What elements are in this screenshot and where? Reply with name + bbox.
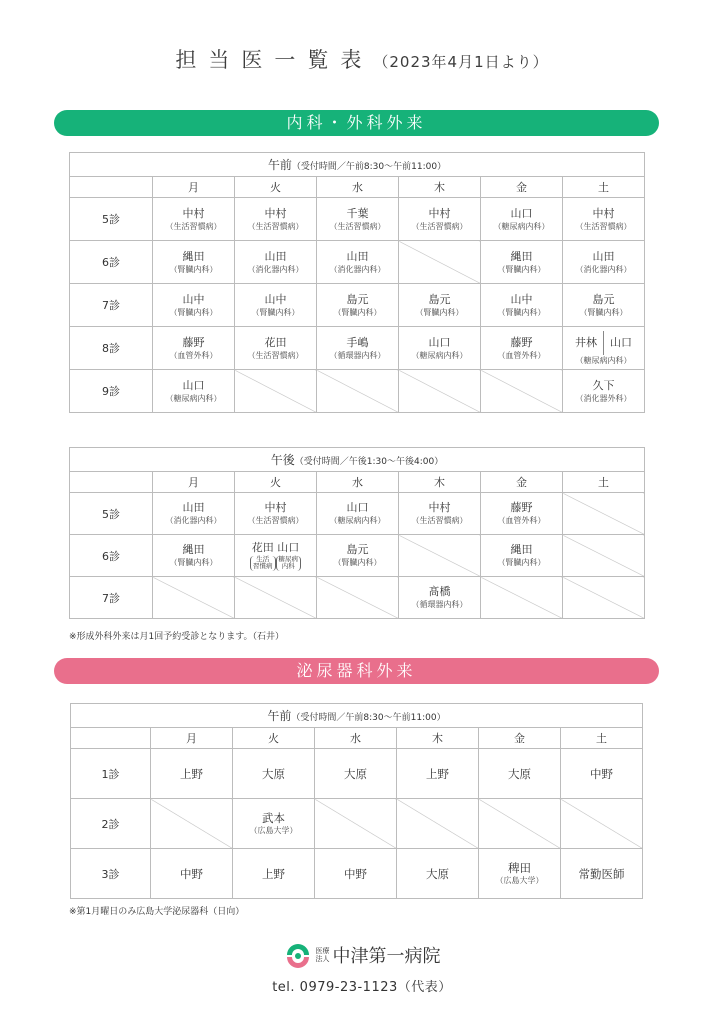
doctor-name: 山田 [592, 249, 615, 263]
doctor-cell [563, 370, 645, 413]
doctor-cell [153, 284, 235, 327]
pm-day-row [70, 472, 645, 493]
schedule-row [70, 535, 645, 577]
internal-surgery-banner: 内科・外科外来 [54, 110, 659, 136]
doctor-cell-split [563, 327, 645, 370]
hospital-logo-icon [284, 941, 312, 969]
page-title-date: （2023年4月1日より） [373, 53, 549, 71]
am-day-row [70, 177, 645, 198]
doctor-name: 中村 [428, 501, 451, 514]
doctor-name: 髙橋 [428, 585, 451, 598]
doctor-name: 千葉 [346, 206, 369, 220]
doctor-name: 山口 [182, 378, 205, 392]
department: （消化器内科） [575, 264, 632, 274]
doctor-cell [481, 493, 563, 535]
empty-cell [481, 370, 563, 413]
schedule-row [70, 370, 645, 413]
empty-cell [561, 799, 643, 849]
pm-internal-table [69, 447, 645, 619]
doctor-cell [317, 198, 399, 241]
department: （生活習慣病） [247, 221, 304, 231]
am-header [70, 153, 645, 177]
schedule-row [70, 327, 645, 370]
doctor-cell [481, 535, 563, 577]
day-thu: 木 [399, 472, 481, 493]
doctor-name: 大原 [262, 766, 285, 781]
department: （生活習慣病） [411, 516, 468, 525]
slot-label: 7診 [70, 284, 153, 327]
department-line: 習慣病 [253, 562, 273, 570]
doctor-name: 上野 [180, 766, 203, 781]
doctor-cell [481, 198, 563, 241]
slot-label: 7診 [70, 577, 153, 619]
corner-cell [71, 728, 151, 749]
uro-note: ※第1月曜日のみ広島大学泌尿器科（日向） [69, 907, 245, 917]
hospital-name: 中津第一病院 [332, 946, 441, 967]
doctor-name: 中村 [264, 501, 287, 514]
pm-header-sub: （受付時間／午後1:30～午後4:00） [294, 457, 444, 467]
doctor-name: 大原 [344, 766, 367, 781]
doctor-cell [235, 198, 317, 241]
doctor-name: 山田 [182, 501, 205, 514]
day-wed: 水 [315, 728, 397, 749]
doctor-cell [399, 198, 481, 241]
divider [603, 331, 604, 355]
department: （循環器内科） [411, 600, 468, 609]
doctor-name: 久下 [592, 378, 615, 392]
doctor-name: 中村 [182, 206, 205, 220]
doctor-name: 山田 [264, 249, 287, 263]
department-line: 糖尿病 [278, 554, 298, 563]
department: （糖尿病内科） [329, 516, 386, 525]
doctor-cell [317, 327, 399, 370]
department-line: 生活 [256, 554, 270, 563]
corner-cell [70, 472, 153, 493]
department: （生活習慣病） [247, 350, 304, 360]
doctor-cell [233, 799, 315, 849]
department: （腎臓内科） [169, 558, 218, 567]
uro-header-sub: （受付時間／午前8:30～午前11:00） [291, 713, 446, 723]
doctor-cell [233, 749, 315, 799]
empty-cell [481, 577, 563, 619]
doctor-name: 山中 [264, 292, 287, 306]
doctor-name: 花田 [251, 540, 274, 554]
department [276, 556, 302, 571]
empty-cell [399, 370, 481, 413]
empty-cell [479, 799, 561, 849]
doctor-cell [399, 284, 481, 327]
doctor-cell [563, 284, 645, 327]
urology-table [70, 703, 643, 899]
doctor-cell [153, 198, 235, 241]
pm-header [70, 448, 645, 472]
day-thu: 木 [399, 177, 481, 198]
department: （腎臓内科） [333, 307, 382, 317]
doctor-name: 山中 [182, 292, 205, 306]
department: （糖尿病内科） [411, 350, 468, 360]
schedule-row [70, 577, 645, 619]
doctor-cell [561, 749, 643, 799]
doctor-name: 中野 [180, 866, 203, 881]
day-fri: 金 [481, 177, 563, 198]
doctor-name: 稗田 [508, 861, 531, 875]
slot-label: 1診 [71, 749, 151, 799]
doctor-name: 中村 [592, 206, 615, 220]
doctor-cell [481, 241, 563, 284]
empty-cell [563, 535, 645, 577]
doctor-cell [315, 849, 397, 899]
doctor-cell [151, 749, 233, 799]
doctor-cell [235, 493, 317, 535]
empty-cell [563, 493, 645, 535]
doctor-name: 山口 [277, 540, 300, 554]
doctor-name: 中村 [428, 206, 451, 220]
slot-label: 6診 [70, 535, 153, 577]
department: （生活習慣病） [247, 516, 304, 525]
doctor-name: 常勤医師 [578, 866, 625, 881]
day-tue: 火 [235, 177, 317, 198]
slot-label: 6診 [70, 241, 153, 284]
department [250, 556, 276, 571]
department: （広島大学） [249, 826, 298, 835]
doctor-name: 縄田 [510, 249, 533, 263]
day-mon: 月 [151, 728, 233, 749]
doctor-name: 中野 [590, 766, 613, 781]
department: （生活習慣病） [165, 221, 222, 231]
empty-cell [235, 370, 317, 413]
department: （消化器内科） [247, 264, 304, 274]
department-line: 内科 [281, 562, 295, 570]
slot-label: 5診 [70, 198, 153, 241]
doctor-name: 井林 [575, 335, 597, 349]
schedule-row [70, 198, 645, 241]
schedule-row [71, 799, 643, 849]
department: （生活習慣病） [575, 221, 632, 231]
department: （消化器内科） [329, 264, 386, 274]
department: （腎臓内科） [169, 307, 218, 317]
department: （腎臓内科） [251, 307, 300, 317]
uro-day-row [71, 728, 643, 749]
day-fri: 金 [481, 472, 563, 493]
doctor-cell [481, 284, 563, 327]
doctor-cell [561, 849, 643, 899]
department: （腎臓内科） [497, 264, 546, 274]
doctor-name: 島元 [346, 292, 369, 306]
schedule-row [70, 493, 645, 535]
empty-cell [153, 577, 235, 619]
department: （腎臓内科） [169, 264, 218, 274]
day-fri: 金 [479, 728, 561, 749]
department: （消化器内科） [165, 516, 222, 525]
department: （生活習慣病） [329, 221, 386, 231]
empty-cell [317, 370, 399, 413]
empty-cell [235, 577, 317, 619]
page-title-main: 担当医一覧表 [175, 48, 374, 72]
doctor-name: 山口 [428, 335, 451, 349]
doctor-cell [399, 493, 481, 535]
slot-label: 9診 [70, 370, 153, 413]
pm-header-main: 午後 [270, 453, 295, 467]
doctor-name: 島元 [346, 543, 369, 556]
doctor-cell [399, 327, 481, 370]
doctor-cell-split [235, 535, 317, 577]
day-tue: 火 [235, 472, 317, 493]
uro-header [71, 704, 643, 728]
doctor-name: 上野 [426, 766, 449, 781]
corp-label [316, 947, 330, 963]
department: （腎臓内科） [497, 307, 546, 317]
corp-label-line2: 法人 [315, 955, 330, 963]
department: （血管外科） [169, 350, 218, 360]
doctor-cell [317, 535, 399, 577]
doctor-name: 山口 [346, 501, 369, 514]
department: （腎臓内科） [333, 558, 382, 567]
empty-cell [315, 799, 397, 849]
corp-label-line1: 医療 [315, 947, 330, 955]
doctor-name: 大原 [426, 866, 449, 881]
day-sat: 土 [563, 177, 645, 198]
slot-label: 3診 [71, 849, 151, 899]
day-mon: 月 [153, 472, 235, 493]
empty-cell [151, 799, 233, 849]
doctor-cell [563, 198, 645, 241]
doctor-name: 上野 [262, 866, 285, 881]
am-internal-table [69, 152, 645, 413]
empty-cell [397, 799, 479, 849]
doctor-cell [563, 241, 645, 284]
doctor-cell [151, 849, 233, 899]
department: （糖尿病内科） [575, 355, 632, 365]
doctor-name: 山中 [510, 292, 533, 306]
department: （循環器内科） [329, 350, 386, 360]
department: （糖尿病内科） [493, 221, 550, 231]
doctor-name: 山口 [610, 335, 632, 349]
doctor-name: 武本 [262, 811, 285, 825]
am-header-main: 午前 [267, 158, 292, 172]
doctor-cell [317, 284, 399, 327]
telephone: tel. 0979-23-1123（代表） [272, 980, 452, 995]
doctor-cell [317, 241, 399, 284]
doctor-name: 島元 [428, 292, 451, 306]
empty-cell [399, 535, 481, 577]
uro-header-main: 午前 [267, 709, 292, 723]
empty-cell [399, 241, 481, 284]
doctor-cell [317, 493, 399, 535]
doctor-cell [235, 284, 317, 327]
day-tue: 火 [233, 728, 315, 749]
department: （血管外科） [497, 350, 546, 360]
doctor-name: 花田 [264, 335, 287, 349]
doctor-cell [397, 749, 479, 799]
doctor-name: 大原 [508, 766, 531, 781]
day-wed: 水 [317, 177, 399, 198]
doctor-name: 藤野 [510, 501, 533, 514]
doctor-name: 藤野 [182, 335, 205, 349]
slot-label: 8診 [70, 327, 153, 370]
empty-cell [317, 577, 399, 619]
day-wed: 水 [317, 472, 399, 493]
doctor-cell [399, 577, 481, 619]
doctor-cell [235, 241, 317, 284]
doctor-name: 縄田 [182, 543, 205, 556]
doctor-name: 山田 [346, 249, 369, 263]
doctor-name: 山口 [510, 206, 533, 220]
doctor-cell [235, 327, 317, 370]
day-sat: 土 [563, 472, 645, 493]
department: （腎臓内科） [415, 307, 464, 317]
doctor-name: 手嶋 [346, 335, 369, 349]
department: （腎臓内科） [579, 307, 628, 317]
schedule-row [70, 241, 645, 284]
doctor-cell [315, 749, 397, 799]
corner-cell [70, 177, 153, 198]
doctor-cell [481, 327, 563, 370]
department: （糖尿病内科） [165, 393, 222, 403]
department: （広島大学） [495, 876, 544, 885]
department: （消化器外科） [575, 393, 632, 403]
empty-cell [563, 577, 645, 619]
doctor-name: 中野 [344, 866, 367, 881]
slot-label: 5診 [70, 493, 153, 535]
doctor-name: 縄田 [182, 249, 205, 263]
doctor-cell [153, 493, 235, 535]
pm-note: ※形成外科外来は月1回予約受診となります。（石井） [69, 632, 285, 642]
hospital-logo [0, 941, 724, 969]
doctor-cell [397, 849, 479, 899]
day-mon: 月 [153, 177, 235, 198]
department: （生活習慣病） [411, 221, 468, 231]
page-title [0, 44, 724, 74]
doctor-cell [153, 327, 235, 370]
doctor-cell [479, 749, 561, 799]
doctor-cell [153, 241, 235, 284]
slot-label: 2診 [71, 799, 151, 849]
doctor-cell [479, 849, 561, 899]
doctor-cell [233, 849, 315, 899]
schedule-row [71, 749, 643, 799]
schedule-row [70, 284, 645, 327]
urology-banner: 泌尿器科外来 [54, 658, 659, 684]
doctor-name: 島元 [592, 292, 615, 306]
doctor-cell [153, 535, 235, 577]
doctor-name: 中村 [264, 206, 287, 220]
doctor-name: 藤野 [510, 335, 533, 349]
day-sat: 土 [561, 728, 643, 749]
am-header-sub: （受付時間／午前8:30～午前11:00） [291, 162, 447, 172]
department: （血管外科） [497, 516, 546, 525]
department: （腎臓内科） [497, 558, 546, 567]
doctor-cell [153, 370, 235, 413]
schedule-row [71, 849, 643, 899]
doctor-name: 縄田 [510, 543, 533, 556]
day-thu: 木 [397, 728, 479, 749]
